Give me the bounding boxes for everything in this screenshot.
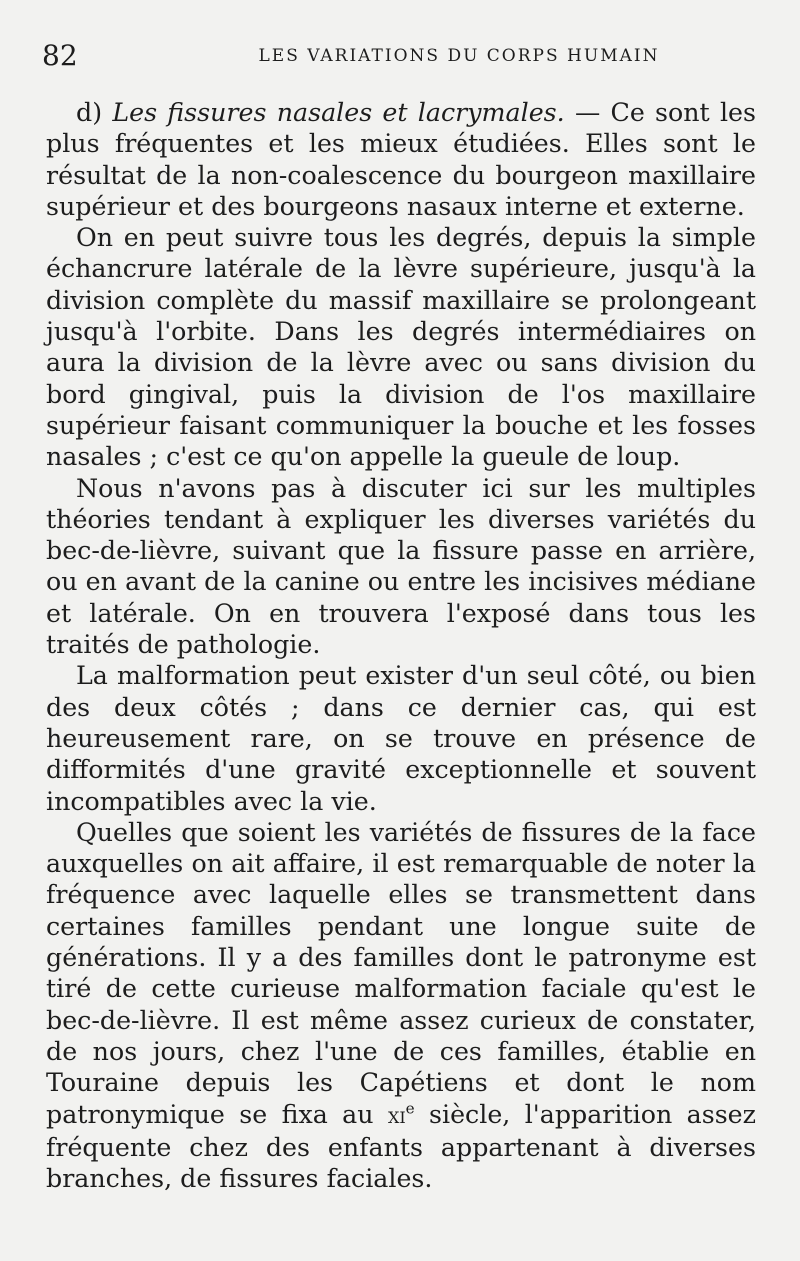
century-superscript: e [405,1099,415,1118]
paragraph-text: siècle, l'apparition assez fréquente chez des enfants appartenant à diverses branches, de fissures faciales. [46,1099,756,1194]
paragraph-theories: Nous n'avons pas à discuter ici sur les multiples théories tendant à expliquer les diverses variétés du bec-de-lièvre, suivant que la fissure passe en arrière, ou en avant de la canine ou entre les incisives médiane et latérale. On en trouvera l'exposé dans tous les traités de pathologie. [46,473,756,660]
paragraph-text: — Ce sont les plus fréquentes et les mieux étudiées. Elles sont le résultat de la non-coalescence du bourgeon maxillaire supérieur et des bourgeons nasaux interne et externe. [46,98,756,221]
page-header [38,38,748,74]
paragraph-degres: On en peut suivre tous les degrés, depuis la simple échancrure latérale de la lèvre supérieure, jusqu'à la division complète du massif maxillaire se prolongeant jusqu'à l'orbite. Dans les degrés intermédiaires on aura la division de la lèvre avec ou sans division du bord gingival, puis la division de l'os maxillaire supérieur faisant communiquer la bouche et les fosses nasales ; c'est ce qu'on appelle la gueule de loup. [46,223,756,472]
section-heading: Les fissures nasales et lacrymales. [112,98,565,127]
paragraph-heredite [46,817,756,1195]
body-text [46,97,756,1194]
page-number: 82 [42,39,78,72]
paragraph-text: Quelles que soient les variétés de fissures de la face auxquelles on ait affaire, il est remarquable de noter la fréquence avec laquelle elles se transmettent dans certaines familles pendant une longue suite de générations. Il y a des familles dont le patronyme est tiré de cette curieuse malformation faciale qu'est le bec-de-lièvre. Il est même assez curieux de constater, de nos jours, chez l'une de ces familles, établie en Touraine depuis les Capétiens et dont le nom patronymique se fixa au [46,817,756,1129]
paragraph-fissures [46,97,756,222]
section-marker: d) [76,98,113,127]
running-title: LES VARIATIONS DU CORPS HUMAIN [258,46,660,66]
paragraph-malformation: La malformation peut exister d'un seul côté, ou bien des deux côtés ; dans ce dernier cas, qui est heureusement rare, on se trouve en présence de difformités d'une gravité exceptionnelle et souvent incompatibles avec la vie. [46,661,756,816]
century-numeral: xi [387,1102,406,1129]
